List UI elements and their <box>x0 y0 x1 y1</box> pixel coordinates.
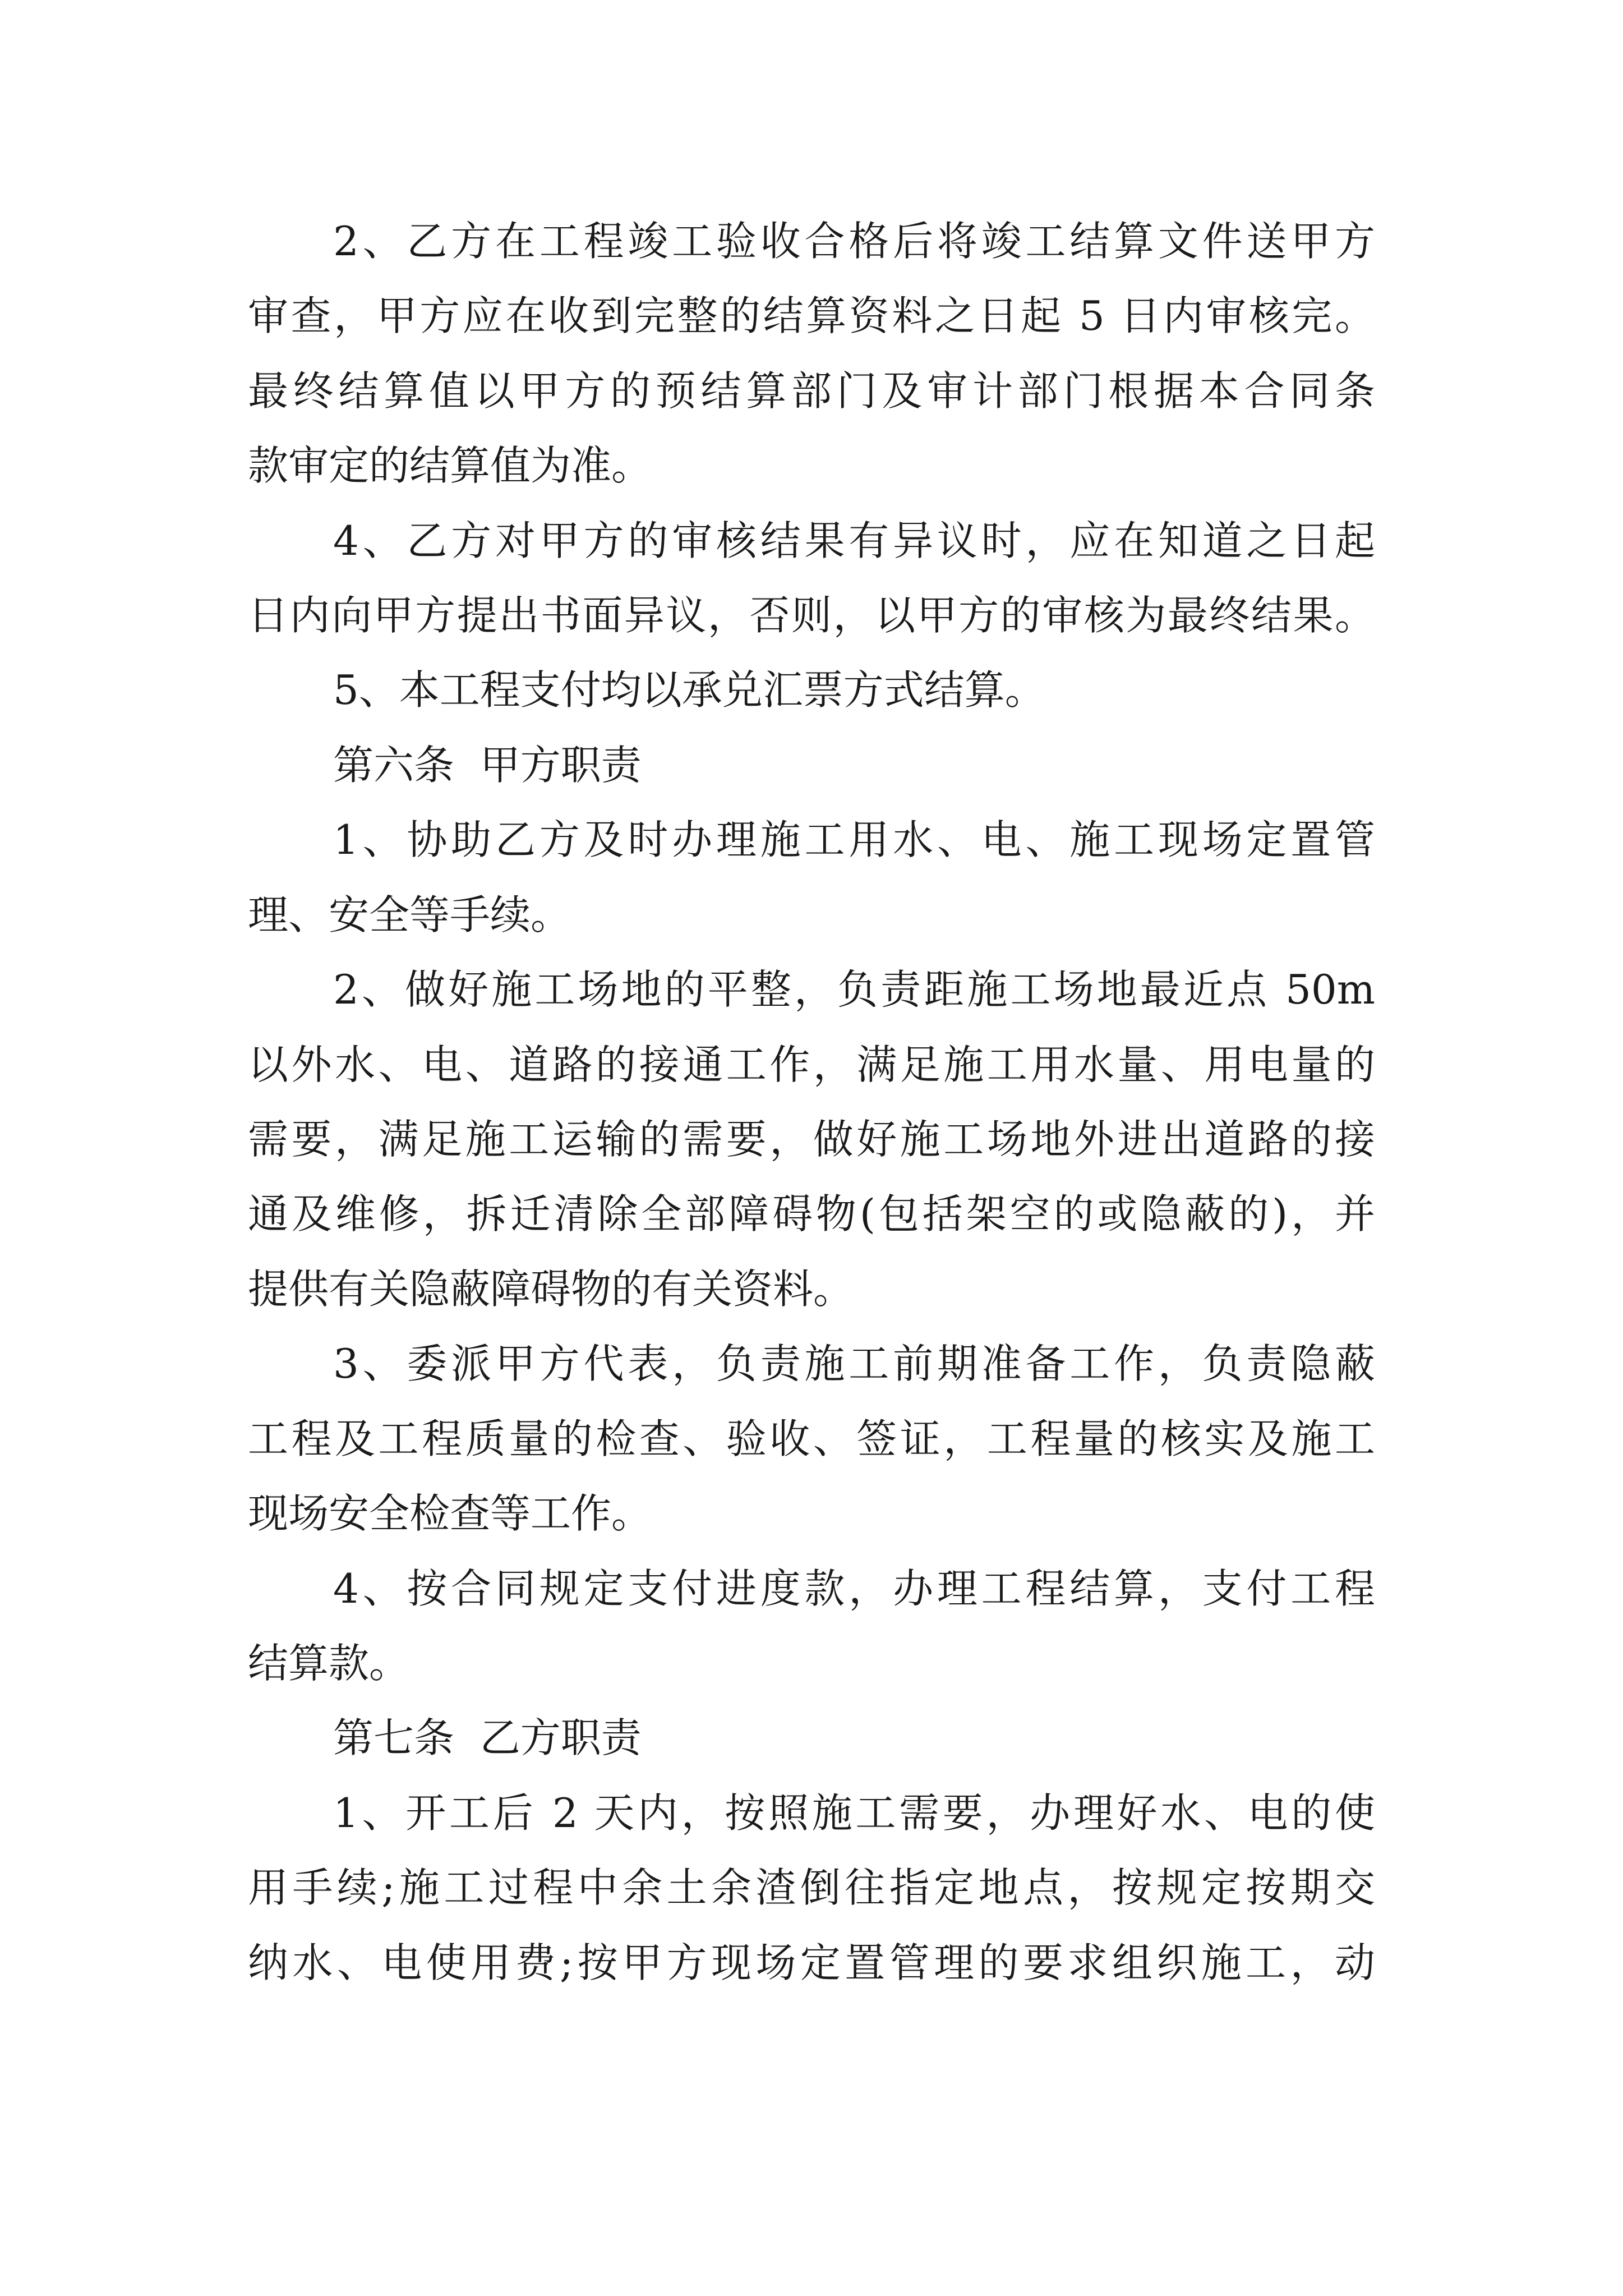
section-heading: 第六条 甲方职责 <box>333 742 642 789</box>
text-line: 最终结算值以甲方的预结算部门及审计部门根据本合同条 <box>248 367 1375 415</box>
text-line: 5、本工程支付均以承兑汇票方式结算。 <box>333 666 1045 714</box>
section-heading: 第七条 乙方职责 <box>333 1714 642 1761</box>
text-line: 理、安全等手续。 <box>248 891 571 938</box>
text-line: 以外水、电、道路的接通工作，满足施工用水量、用电量的 <box>248 1041 1375 1088</box>
text-line: 3、委派甲方代表，负责施工前期准备工作，负责隐蔽 <box>333 1340 1375 1387</box>
text-line: 纳水、电使用费;按甲方现场定置管理的要求组织施工，动 <box>248 1939 1375 1986</box>
text-line: 1、协助乙方及时办理施工用水、电、施工现场定置管 <box>333 816 1375 863</box>
text-line: 1、开工后 2 天内，按照施工需要，办理好水、电的使 <box>333 1789 1375 1837</box>
text-line: 2、乙方在工程竣工验收合格后将竣工结算文件送甲方 <box>333 218 1375 265</box>
text-line: 日内向甲方提出书面异议，否则，以甲方的审核为最终结果。 <box>248 592 1375 639</box>
text-line: 2、做好施工场地的平整，负责距施工场地最近点 50m <box>333 966 1375 1013</box>
text-line: 审查，甲方应在收到完整的结算资料之日起 5 日内审核完。 <box>248 292 1375 339</box>
text-line: 需要，满足施工运输的需要，做好施工场地外进出道路的接 <box>248 1116 1375 1163</box>
text-line: 4、按合同规定支付进度款，办理工程结算，支付工程 <box>333 1565 1375 1612</box>
text-line: 用手续;施工过程中余土余渣倒往指定地点，按规定按期交 <box>248 1864 1375 1911</box>
text-line: 款审定的结算值为准。 <box>248 442 652 489</box>
text-line: 工程及工程质量的检查、验收、签证，工程量的核实及施工 <box>248 1415 1375 1462</box>
text-line: 结算款。 <box>248 1640 410 1687</box>
text-line: 通及维修，拆迁清除全部障碍物(包括架空的或隐蔽的)，并 <box>248 1190 1375 1237</box>
text-line: 现场安全检查等工作。 <box>248 1490 652 1537</box>
text-line: 4、乙方对甲方的审核结果有异议时，应在知道之日起 <box>333 517 1375 564</box>
text-line: 提供有关隐蔽障碍物的有关资料。 <box>248 1266 854 1313</box>
